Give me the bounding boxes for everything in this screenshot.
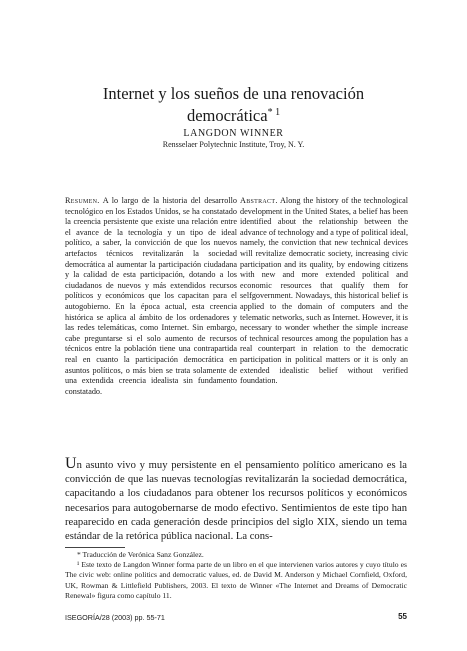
footnote-source: ¹ Este texto de Langdon Winner forma parte de un libro en el que intervienen varios autores y cuyo título es The civic web: online politics and democratic values, ed. de David M. Anderson y Michael Cornfield, Oxford, UK, Rowman & Littlefield Publishers, 2003. El texto de Winner «The Internet and Dreams of Democratic Renewal» figura como capítulo 11. [65,560,407,600]
abstract-english-text: Along the history of the technological development in the United States, a belief has been identified about the relationship between the advance of technology and a type of political ideal, namely, the conviction that new technical devices will revitalize democratic society, increasing civic participation and its quality, by endowing citizens with new and more extended political and economic resources that qualify them for selfgovernment. Nowadays, this historical belief is applied to the domain of computers and the telematic networks, such as Internet. However, it is necessary to wonder whether the simple increase of technical resources among the population has a real counterpart in relation to the democratic participation in political matters or it is only an extended idealistic belief without verified foundation. [240,196,408,386]
journal-citation: ISEGORÍA/28 (2003) pp. 55-71 [65,613,165,622]
abstract-spanish [65,196,237,397]
abstract-spanish-text: A lo largo de la historia del desarrollo tecnológico en los Estados Unidos, se ha constatado la creencia persistente que existe una relación entre el avance de la tecnología y un tipo de ideal político, a saber, la convicción de que los nuevos artefactos técnicos revitalizarán la sociedad democrática al aumentar la participación ciudadana y la calidad de esta participación, dotando a los ciudadanos de nuevos y más extendidos recursos políticos y económicos que los capacitan para el autogobierno. En la época actual, esta creencia histórica se aplica al ámbito de los ordenadores y las redes telemáticas, como Internet. Sin embargo, cabe preguntarse si el solo aumento de recursos técnicos entre la población tiene una contrapartida real en cuanto la participación democrática en asuntos políticos, o más bien se trata solamente de una extendida creencia idealista sin fundamento constatado. [65,196,237,396]
title-text: Internet y los sueños de una renovación democrática [102,84,365,125]
article-title [60,84,407,125]
author-affiliation: Rensselaer Polytechnic Institute, Troy, N. Y. [162,140,305,149]
abstract-spanish-label: Resumen. [65,196,100,205]
body-paragraph [65,455,407,544]
drop-cap: U [65,455,77,472]
author-name: LANGDON WINNER [183,128,284,139]
footnote-divider [65,547,125,548]
body-paragraph-text: n asunto vivo y muy persistente en el pensamiento político americano es la convicción de que las nuevas tecnologías revitalizarán la sociedad democrática, capacitando a los ciudadanos para obtener los recursos políticos y económicos necesarios para autogobernarse de modo efectivo. Sentimientos de este tipo han reaparecido en cada generación desde principios del siglo XIX, siendo un tema estándar de la retórica pública nacional. La cons- [65,460,407,543]
title-footnote-marks: * 1 [267,107,281,118]
page-number: 55 [398,612,407,621]
abstract-english [240,196,408,387]
abstract-english-label: Abstract. [240,196,278,205]
footnotes [65,547,407,601]
footnote-translation: * Traducción de Verónica Sanz González. [77,550,204,559]
